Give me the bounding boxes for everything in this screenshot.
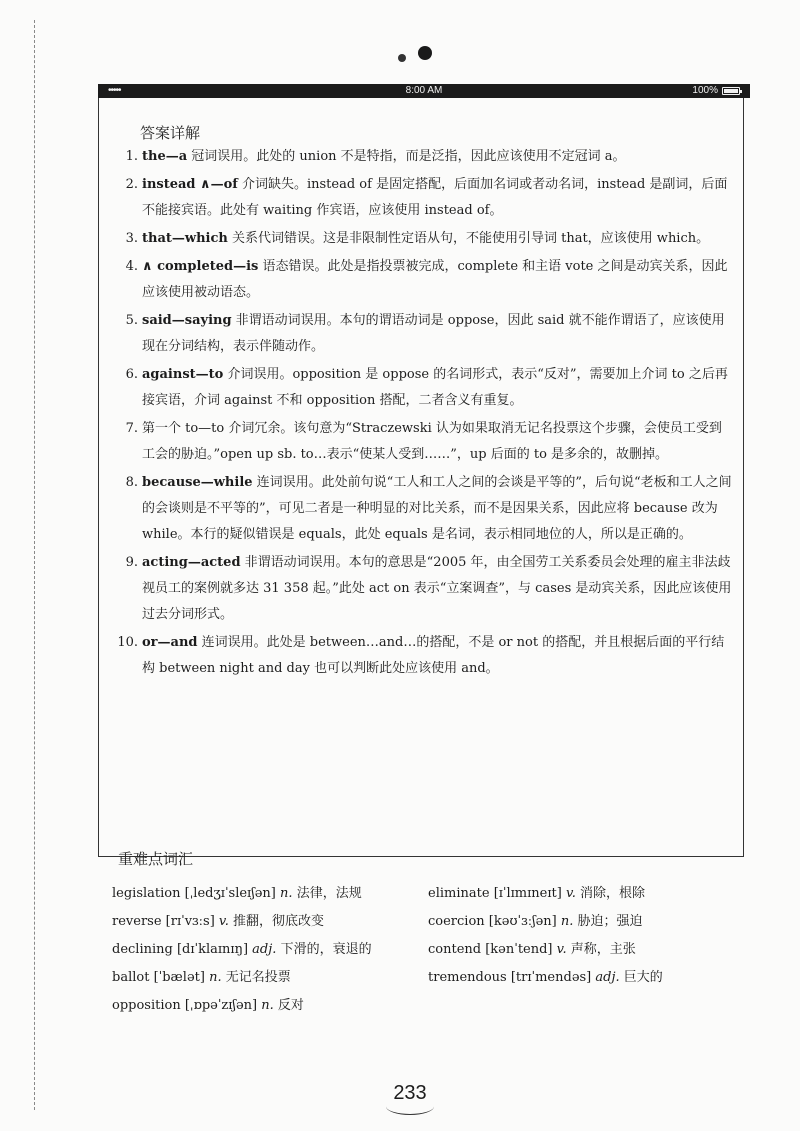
vocab-entry xyxy=(428,908,708,936)
vocab-pos: v. xyxy=(556,942,567,957)
vocab-definition: 无记名投票 xyxy=(225,970,291,985)
battery-icon xyxy=(722,87,740,95)
vocab-pos: n. xyxy=(560,914,574,929)
vocab-phonetic: [ɪˈlɪmɪneɪt] xyxy=(493,886,562,901)
answers-section-title: 答案详解 xyxy=(140,124,201,142)
vocab-entry xyxy=(112,936,412,964)
vocab-column-left xyxy=(112,880,412,1020)
answer-number: 3. xyxy=(125,231,138,246)
answer-item-4 xyxy=(112,254,732,306)
answer-correction: that—which xyxy=(142,231,228,246)
camera-lens-icon xyxy=(418,46,432,60)
vocab-entry xyxy=(112,992,412,1020)
answer-list xyxy=(112,144,732,684)
binding-margin-line xyxy=(34,20,36,1110)
battery-indicator xyxy=(692,84,740,98)
vocab-definition: 胁迫；强迫 xyxy=(577,914,643,929)
answer-item-9 xyxy=(112,550,732,628)
vocab-word: tremendous xyxy=(428,970,507,985)
answer-item-3 xyxy=(112,226,732,252)
answer-item-2 xyxy=(112,172,732,224)
answer-correction: or—and xyxy=(142,635,198,650)
answer-number: 8. xyxy=(125,475,138,490)
answer-explanation: 介词误用。opposition 是 oppose 的名词形式，表示“反对”，需要加上介词 to 之后再接宾语，介词 against 不和 opposition 搭配，二者含义有重复。 xyxy=(142,367,728,408)
vocab-definition: 法律，法规 xyxy=(296,886,362,901)
vocab-pos: v. xyxy=(565,886,576,901)
vocab-word: ballot xyxy=(112,970,150,985)
answer-number: 2. xyxy=(125,177,138,192)
answer-number: 9. xyxy=(125,555,138,570)
answer-item-5 xyxy=(112,308,732,360)
answer-item-1 xyxy=(112,144,732,170)
vocab-pos: adj. xyxy=(595,970,620,985)
answer-correction: ∧ completed—is xyxy=(142,259,259,274)
vocab-word: coercion xyxy=(428,914,485,929)
answer-item-10 xyxy=(112,630,732,682)
answer-explanation: 关系代词错误。这是非限制性定语从句，不能使用引导词 that，应该使用 which。 xyxy=(227,231,710,246)
vocab-entry xyxy=(428,964,708,992)
battery-percent: 100% xyxy=(692,85,718,96)
answer-number: 5. xyxy=(125,313,138,328)
answer-number: 10. xyxy=(117,635,138,650)
vocab-definition: 巨大的 xyxy=(623,970,663,985)
vocab-phonetic: [ˈbælət] xyxy=(153,970,205,985)
vocab-phonetic: [rɪˈvɜːs] xyxy=(165,914,215,929)
vocab-column-right xyxy=(428,880,708,992)
vocab-definition: 反对 xyxy=(277,998,304,1013)
vocab-pos: n. xyxy=(209,970,222,985)
vocab-definition: 声称，主张 xyxy=(570,942,636,957)
answer-explanation: 冠词误用。此处的 union 不是特指，而是泛指，因此应该使用不定冠词 a。 xyxy=(187,149,626,164)
answer-explanation: 介词缺失。instead of 是固定搭配，后面加名词或者动名词，instead 是副词，后面不能接宾语。此处有 waiting 作宾语，应该使用 instead of。 xyxy=(142,177,728,218)
vocab-definition: 推翻，彻底改变 xyxy=(233,914,325,929)
answer-explanation: 第一个 to—to 介词冗余。该句意为“Straczewski 认为如果取消无记名投票这个步骤，会使员工受到工会的胁迫。”open up sb. to…表示“使某人受到……”，up 后面的 to 是多余的，故删掉。 xyxy=(142,421,722,462)
vocab-entry xyxy=(428,880,708,908)
answer-number: 6. xyxy=(125,367,138,382)
vocab-definition: 消除，根除 xyxy=(580,886,646,901)
vocab-section-title: 重难点词汇 xyxy=(118,850,194,868)
vocab-phonetic: [kəʊˈɜːʃən] xyxy=(488,914,557,929)
answer-item-7 xyxy=(112,416,732,468)
vocab-pos: adj. xyxy=(252,942,277,957)
sensor-dot-icon xyxy=(398,54,406,62)
answer-correction: against—to xyxy=(142,367,224,382)
vocab-pos: n. xyxy=(261,998,274,1013)
clock-time: 8:00 AM xyxy=(405,85,443,96)
camera-indicator xyxy=(398,46,438,70)
answer-explanation: 非谓语动词误用。本句的意思是“2005 年，由全国劳工关系委员会处理的雇主非法歧视员工的案例就多达 31 358 起。”此处 act on 表示“立案调查”，与 cases 是动宾关系，因此应该使用过去分词形式。 xyxy=(142,555,732,622)
vocab-entry xyxy=(112,964,412,992)
vocab-entry xyxy=(112,908,412,936)
vocab-phonetic: [ˌledʒɪˈsleɪʃən] xyxy=(184,886,276,901)
answer-correction: instead ∧—of xyxy=(142,177,238,192)
answer-number: 1. xyxy=(125,149,138,164)
vocab-word: contend xyxy=(428,942,482,957)
answer-correction: because—while xyxy=(142,475,253,490)
status-bar xyxy=(98,84,750,98)
vocab-phonetic: [ˌɒpəˈzɪʃən] xyxy=(184,998,258,1013)
answer-explanation: 语态错误。此处是指投票被完成，complete 和主语 vote 之间是动宾关系，因此应该使用被动语态。 xyxy=(142,259,728,300)
answer-correction: said—saying xyxy=(142,313,232,328)
vocab-word: declining xyxy=(112,942,173,957)
vocab-phonetic: [trɪˈmendəs] xyxy=(510,970,592,985)
vocab-phonetic: [kənˈtend] xyxy=(485,942,553,957)
answer-item-8 xyxy=(112,470,732,548)
vocab-word: eliminate xyxy=(428,886,490,901)
vocab-phonetic: [dɪˈklaɪnɪŋ] xyxy=(176,942,249,957)
answer-correction: the—a xyxy=(142,149,188,164)
vocab-word: reverse xyxy=(112,914,162,929)
vocab-definition: 下滑的，衰退的 xyxy=(280,942,372,957)
vocab-entry xyxy=(428,936,708,964)
answer-explanation: 连词误用。此处前句说“工人和工人之间的会谈是平等的”，后句说“老板和工人之间的会谈则是不平等的”，可见二者是一种明显的对比关系，而不是因果关系，因此应将 because 改为 while。本行的疑似错误是 equals，此处 equals 是名词，表示相同地位的人，所以是正确的。 xyxy=(142,475,732,542)
vocab-pos: v. xyxy=(218,914,229,929)
answer-number: 7. xyxy=(125,421,138,436)
vocab-entry xyxy=(112,880,412,908)
answer-explanation: 非谓语动词误用。本句的谓语动词是 oppose，因此 said 就不能作谓语了，应该使用现在分词结构，表示伴随动作。 xyxy=(142,313,725,354)
vocab-pos: n. xyxy=(280,886,293,901)
signal-strength-icon: ••••• xyxy=(108,85,121,96)
answer-correction: acting—acted xyxy=(142,555,241,570)
answer-number: 4. xyxy=(125,259,138,274)
answer-explanation: 连词误用。此处是 between…and…的搭配，不是 or not 的搭配，并且根据后面的平行结构 between night and day 也可以判断此处应该使用 and。 xyxy=(142,635,725,676)
vocab-word: opposition xyxy=(112,998,181,1013)
answer-item-6 xyxy=(112,362,732,414)
page-number: 233 xyxy=(380,1082,440,1105)
vocab-word: legislation xyxy=(112,886,181,901)
